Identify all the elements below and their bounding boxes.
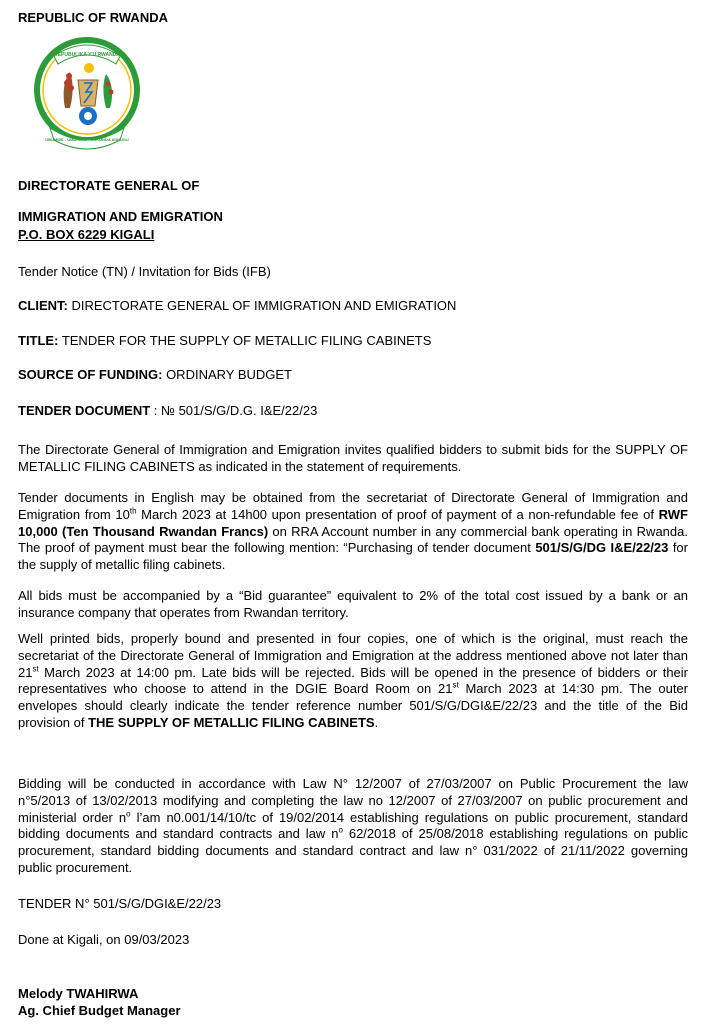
tender-number: TENDER N° 501/S/G/DGI&E/22/23: [18, 896, 222, 911]
p2-text-a: Tender documents in English may be obtained from the secretariat of Directorate General of Immigration and Emigration from 10: [18, 490, 688, 522]
funding-value: ORDINARY BUDGET: [162, 367, 292, 382]
title-line: [18, 333, 431, 349]
funding-line: [18, 367, 292, 383]
paragraph-documents: [18, 490, 688, 574]
directorate-heading-line2: IMMIGRATION AND EMIGRATION: [18, 209, 223, 224]
p4-text-b: March 2023 at 14:00 pm. Late bids will be rejected. Bids will be opened in the presence of bidders or their representatives who choose to attend in the DGIE Board Room on 21: [18, 664, 688, 697]
funding-label: SOURCE OF FUNDING:: [18, 367, 163, 382]
p2-reference: 501/S/G/DG I&E/22/23: [535, 540, 669, 556]
signatory-name: Melody TWAHIRWA: [18, 986, 139, 1001]
tender-document-line: [18, 403, 317, 419]
paragraph-invitation-text: The Directorate General of Immigration and Emigration invites qualified bidders to submit bids for the SUPPLY OF METALLIC FILING CABINETS as indicated in the statement of requirements.: [18, 442, 688, 474]
paragraph-bid-guarantee-text: All bids must be accompanied by a “Bid guarantee” equivalent to 2% of the total cost issued by a bank or an insurance company that operates from Rwandan territory.: [18, 588, 688, 620]
notice-type: Tender Notice (TN) / Invitation for Bids (IFB): [18, 264, 271, 279]
directorate-heading-line1: DIRECTORATE GENERAL OF: [18, 178, 200, 193]
p4-text-c: March 2023 at 14:30 pm. The outer envelopes should clearly indicate the tender reference number 501/S/G/DGI&E/22/23 and the title of the Bid provision of: [18, 681, 688, 730]
paragraph-submission: [18, 631, 688, 732]
emblem-banner-bottom: UBUMWE - UMURIMO - GUKUNDA IGIHUGU: [45, 137, 129, 142]
p2-fee: RWF 10,000 (Ten Thousand Rwandan Francs): [18, 506, 688, 539]
p5-text-a: Bidding will be conducted in accordance with Law N° 12/2007 of 27/03/2007 on Public Procurement the law n°5/2013 of 13/02/2013 modifying and completing the law no 12/2007 of 27/03/2007 on public procurement and ministerial order n: [18, 776, 688, 825]
p2-sup: th: [129, 506, 137, 516]
p5-sup2: o: [338, 826, 343, 836]
republic-heading: REPUBLIC OF RWANDA: [18, 10, 168, 25]
p4-sup2: st: [452, 681, 459, 691]
p4-sup1: st: [32, 664, 39, 674]
paragraph-law: [18, 776, 688, 877]
p2-text-c: on RRA Account number in any commercial bank operating in Rwanda. The proof of payment must bear the following mention: “Purchasing of tender document: [18, 523, 688, 556]
tender-document-value: : № 501/S/G/D.G. I&E/22/23: [150, 403, 318, 418]
p4-text-d: .: [374, 714, 379, 730]
p5-sup1: o: [126, 809, 131, 819]
p5-text-b: l’am n0.001/14/10/tc of 19/02/2014 establishing regulations on public procurement, standard bidding documents and standard contracts and law n: [18, 809, 688, 842]
client-line: [18, 298, 456, 314]
p2-text-b: March 2023 at 14h00 upon presentation of proof of payment of a non-refundable fee of: [136, 506, 659, 522]
paragraph-invitation: [18, 442, 688, 476]
p2-text-d: for the supply of metallic filing cabinets.: [18, 540, 688, 573]
title-value: TENDER FOR THE SUPPLY OF METALLIC FILING CABINETS: [58, 333, 432, 348]
done-at: Done at Kigali, on 09/03/2023: [18, 932, 190, 947]
tender-document-label: TENDER DOCUMENT: [18, 403, 151, 418]
paragraph-bid-guarantee: [18, 588, 688, 622]
signatory-title: Ag. Chief Budget Manager: [18, 1003, 181, 1018]
client-value: DIRECTORATE GENERAL OF IMMIGRATION AND EMIGRATION: [67, 298, 457, 313]
p4-text-a: Well printed bids, properly bound and presented in four copies, one of which is the original, must reach the secretariat of the Directorate General of Immigration and Emigration at the address mentioned above not later than 21: [18, 631, 688, 680]
p5-text-c: 62/2018 of 25/08/2018 establishing regulations on public procurement, standard bidding documents and standard contract and law n° 031/2022 of 21/11/2022 governing public procurement.: [18, 826, 689, 875]
po-box: P.O. BOX 6229 KIGALI: [18, 227, 155, 242]
rwanda-emblem-icon: [32, 28, 142, 158]
title-label: TITLE:: [18, 333, 59, 348]
p4-title-bold: THE SUPPLY OF METALLIC FILING CABINETS: [88, 714, 375, 730]
client-label: CLIENT:: [18, 298, 68, 313]
emblem-banner-top: REPUBULIKA Y'U RWANDA: [54, 52, 120, 58]
